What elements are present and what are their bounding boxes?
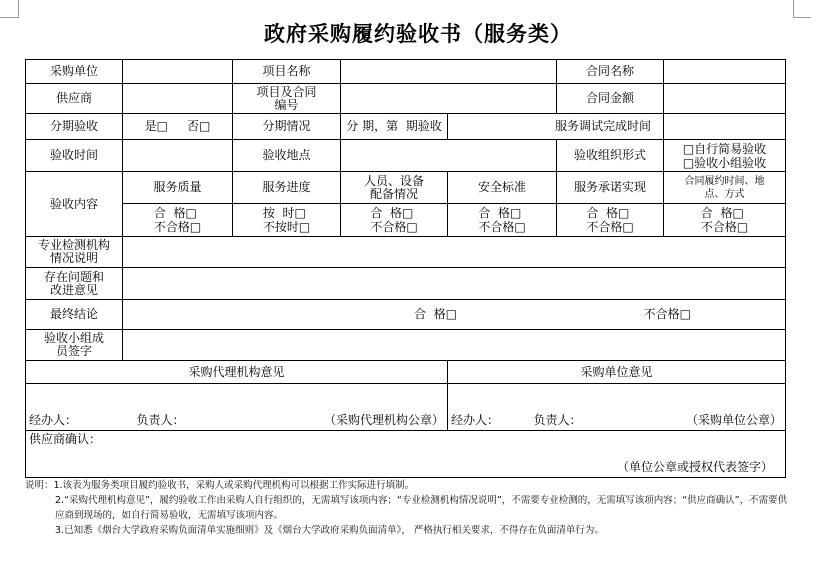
purchaser-field[interactable] [123, 60, 233, 84]
staged-yes-checkbox[interactable]: 是□ [144, 119, 168, 133]
accept-place-field[interactable] [341, 140, 557, 172]
row-staged [26, 114, 786, 140]
criteria-fail-checkbox[interactable]: 不合格□ [478, 220, 526, 234]
accept-place-label: 验收地点 [233, 140, 341, 172]
criteria-options [557, 204, 664, 237]
criteria-options [448, 204, 557, 237]
row-supplier [26, 84, 786, 114]
supplier-confirm-field[interactable] [26, 431, 786, 478]
criteria-options [233, 204, 341, 237]
row-conclusion [26, 300, 786, 330]
team-sign-field[interactable] [123, 330, 786, 361]
criteria-header: 服务承诺实现 [557, 172, 664, 204]
conclusion-label: 最终结论 [26, 300, 123, 330]
agency-opinion-header: 采购代理机构意见 [26, 361, 448, 384]
conclusion-options [123, 300, 786, 330]
contract-name-field[interactable] [664, 60, 786, 84]
row-team-sign [26, 330, 786, 361]
professional-field[interactable] [123, 237, 786, 268]
criteria-header: 服务进度 [233, 172, 341, 204]
agency-opinion-field[interactable] [26, 384, 448, 431]
note-1: 说明：1.该表为服务类项目履约验收书，采购人或采购代理机构可以根据工作实际进行填制。 [25, 480, 415, 491]
criteria-ontime-checkbox[interactable]: 按 时□ [262, 206, 306, 220]
criteria-pass-checkbox[interactable]: 合 格□ [153, 206, 197, 220]
row-professional [26, 237, 786, 268]
crop-mark-top-right-v [793, 0, 794, 18]
criteria-fail-checkbox[interactable]: 不合格□ [370, 220, 418, 234]
criteria-pass-checkbox[interactable]: 合 格□ [700, 206, 744, 220]
staged-status-label: 分期情况 [233, 114, 341, 140]
service-done-time-label: 服务调试完成时间 [448, 114, 664, 140]
criteria-pass-checkbox[interactable]: 合 格□ [370, 206, 414, 220]
agency-handler-label: 经办人： [29, 413, 78, 427]
note-3: 3.已知悉《烟台大学政府采购负面清单实施细则》及《烟台大学政府采购负面清单》， 严格执行相关要求，不得存在负面清单行为。 [55, 525, 604, 536]
supplier-label: 供应商 [26, 84, 123, 114]
row-accept-time [26, 140, 786, 172]
project-contract-no-field[interactable] [341, 84, 557, 114]
row-content-headers [26, 172, 786, 204]
purchaser-label: 采购单位 [26, 60, 123, 84]
accept-time-label: 验收时间 [26, 140, 123, 172]
project-name-label: 项目名称 [233, 60, 341, 84]
agency-responsible-label: 负责人： [136, 413, 185, 427]
accept-org-label: 验收组织形式 [557, 140, 664, 172]
document-title: 政府采购履约验收书（服务类） [264, 21, 572, 46]
agency-seal-label: （采购代理机构公章） [323, 413, 444, 427]
criteria-header: 人员、设备配备情况 [341, 172, 448, 204]
criteria-header: 安全标准 [448, 172, 557, 204]
accept-org-options [664, 140, 786, 172]
row-purchaser [26, 60, 786, 84]
purchaser-seal-label: （采购单位公章） [685, 413, 782, 427]
note-2: 2.“采购代理机构意见”，履约验收工作由采购人自行组织的，无需填写该项内容；“专业检测机构情况说明”，不需要专业检测的，无需填写该项内容；“供应商确认”，不需要供应商到现场的，如自行简易验收，无需填写该项内容。 [55, 495, 788, 521]
criteria-options [123, 204, 233, 237]
criteria-fail-checkbox[interactable]: 不合格□ [153, 220, 202, 234]
supplier-confirm-seal: （单位公章或授权代表签字） [616, 460, 773, 474]
acceptance-form-table [25, 59, 786, 478]
criteria-pass-checkbox[interactable]: 合 格□ [586, 206, 630, 220]
content-label: 验收内容 [26, 172, 123, 237]
staged-no-checkbox[interactable]: 否□ [187, 119, 211, 133]
criteria-header: 合同履约时间、地点、方式 [664, 172, 786, 204]
staged-status-value[interactable]: 分 期，第 期验收 [341, 114, 448, 140]
crop-mark-top-left-v [18, 0, 19, 18]
contract-amount-field[interactable] [664, 84, 786, 114]
row-supplier-confirm [26, 431, 786, 478]
row-opinion-body [26, 384, 786, 431]
issues-label: 存在问题和改进意见 [26, 268, 123, 300]
row-issues [26, 268, 786, 300]
contract-amount-label: 合同金额 [557, 84, 664, 114]
criteria-header: 服务质量 [123, 172, 233, 204]
project-contract-no-label: 项目及合同编号 [233, 84, 341, 114]
issues-field[interactable] [123, 268, 786, 300]
criteria-options [664, 204, 786, 237]
team-sign-label: 验收小组成员签字 [26, 330, 123, 361]
notes-section [25, 478, 795, 538]
supplier-field[interactable] [123, 84, 233, 114]
criteria-fail-checkbox[interactable]: 不合格□ [700, 220, 749, 234]
self-simple-acceptance-checkbox[interactable]: □自行简易验收 [682, 141, 767, 156]
criteria-late-checkbox[interactable]: 不按时□ [262, 220, 311, 234]
accept-time-field[interactable] [123, 140, 233, 172]
criteria-options [341, 204, 448, 237]
service-done-time-field[interactable] [664, 114, 786, 140]
criteria-fail-checkbox[interactable]: 不合格□ [586, 220, 634, 234]
team-acceptance-checkbox[interactable]: □验收小组验收 [682, 155, 767, 170]
professional-label: 专业检测机构情况说明 [26, 237, 123, 268]
purchaser-opinion-header: 采购单位意见 [448, 361, 786, 384]
criteria-pass-checkbox[interactable]: 合 格□ [478, 206, 522, 220]
purchaser-opinion-field[interactable] [448, 384, 786, 431]
purchaser-responsible-label: 负责人： [533, 413, 582, 427]
contract-name-label: 合同名称 [557, 60, 664, 84]
row-content-options [26, 204, 786, 237]
conclusion-pass-checkbox[interactable]: 合 格□ [414, 307, 458, 321]
conclusion-fail-checkbox[interactable]: 不合格□ [643, 307, 691, 321]
staged-label: 分期验收 [26, 114, 123, 140]
row-opinion-headers [26, 361, 786, 384]
purchaser-handler-label: 经办人： [451, 413, 500, 427]
supplier-confirm-label: 供应商确认： [29, 432, 102, 446]
staged-options [123, 114, 233, 140]
project-name-field[interactable] [341, 60, 557, 84]
